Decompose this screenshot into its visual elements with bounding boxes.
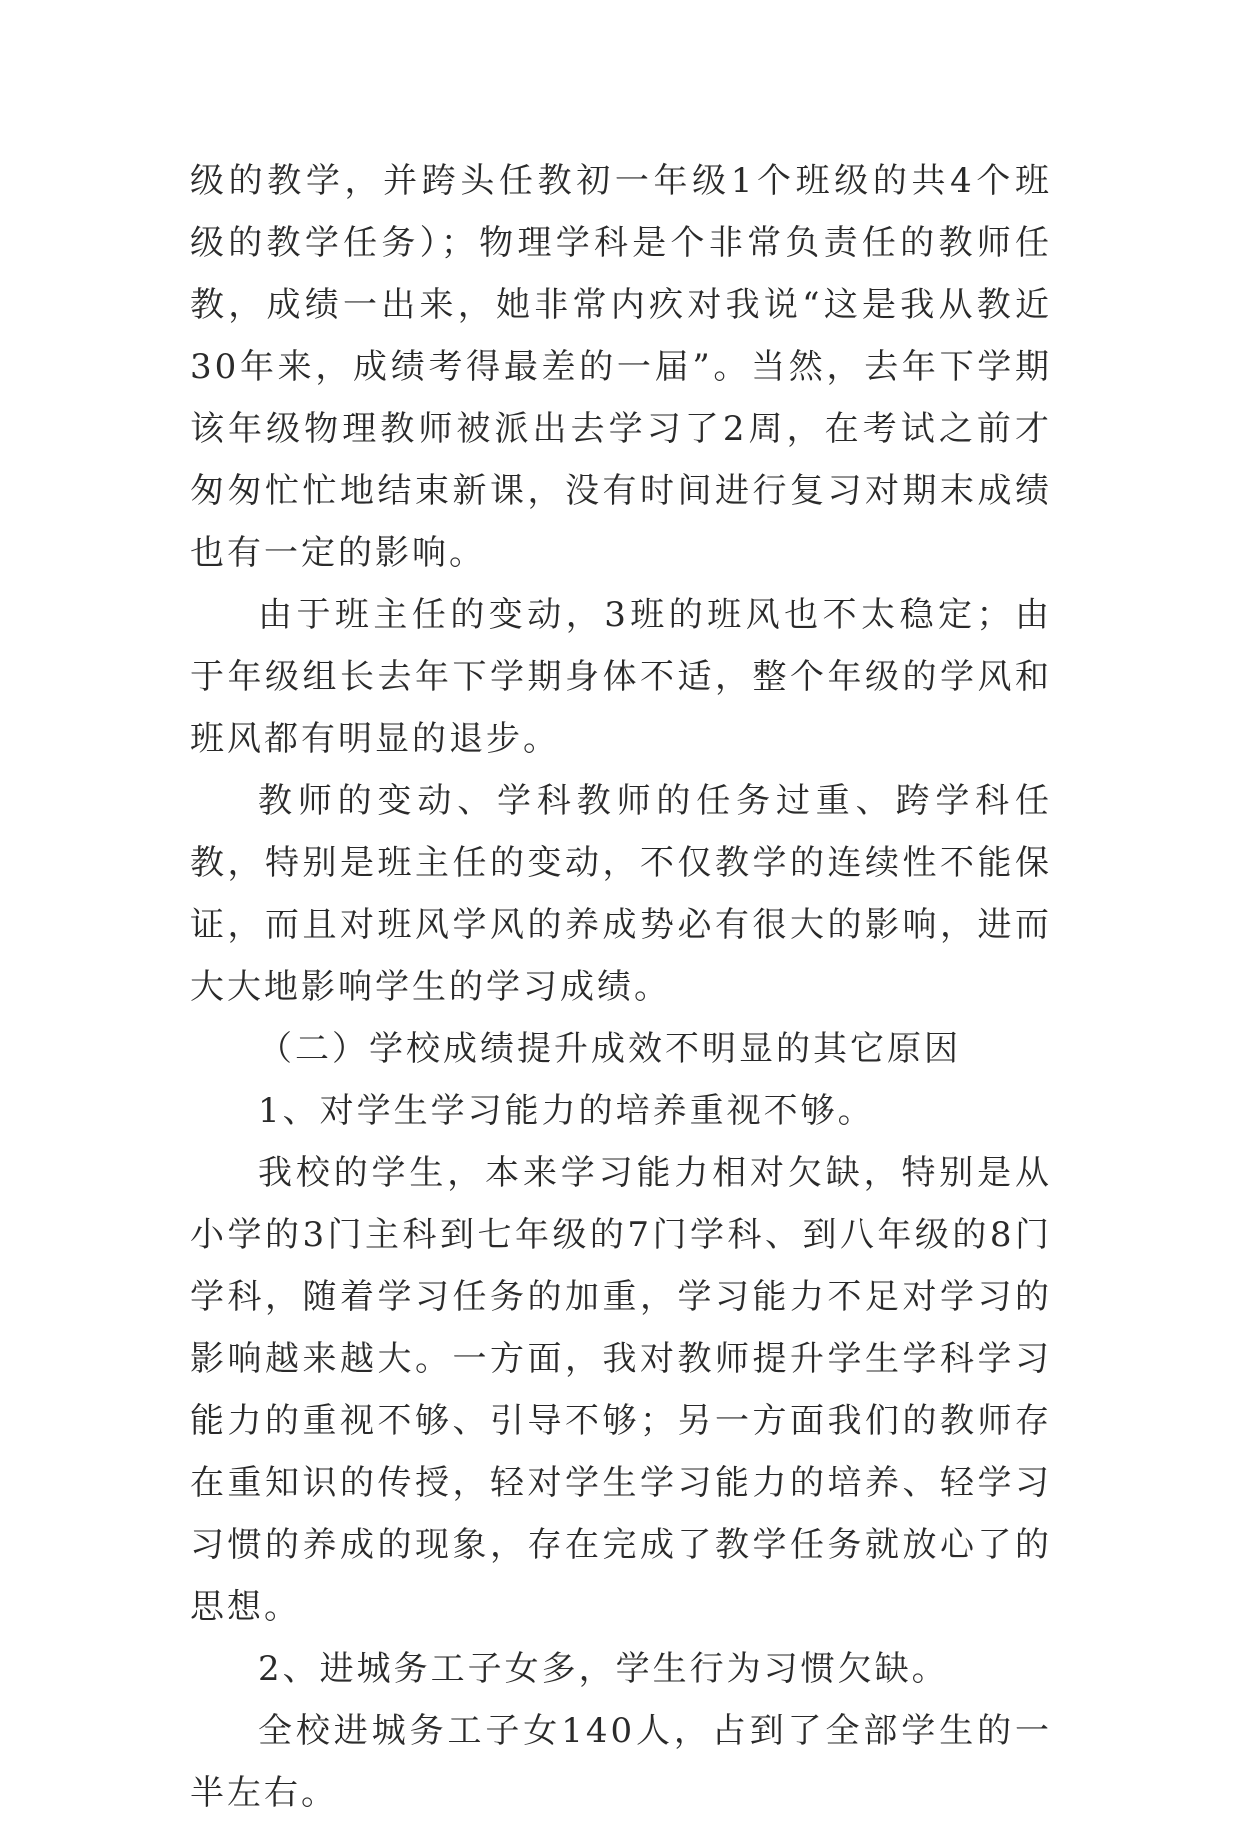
- document-body: [190, 150, 1052, 1824]
- subheading-2: 2、进城务工子女多，学生行为习惯欠缺。: [258, 1649, 949, 1689]
- paragraph-1: 级的教学，并跨头任教初一年级1个班级的共4个班级的教学任务）；物理学科是个非常负责任的教师任教，成绩一出来，她非常内疚对我说“这是我从教近30年来，成绩考得最差的一届”。当然，去年下学期该年级物理教师被派出去学习了2周，在考试之前才匆匆忙忙地结束新课，没有时间进行复习对期末成绩也有一定的影响。: [190, 161, 1052, 573]
- subheading-1: 1、对学生学习能力的培养重视不够。: [258, 1091, 875, 1131]
- section-heading: （二）学校成绩提升成效不明显的其它原因: [258, 1029, 961, 1069]
- paragraph-2: 由于班主任的变动，3班的班风也不太稳定；由于年级组长去年下学期身体不适，整个年级的学风和班风都有明显的退步。: [190, 595, 1052, 759]
- paragraph-4: 我校的学生，本来学习能力相对欠缺，特别是从小学的3门主科到七年级的7门学科、到八年级的8门学科，随着学习任务的加重，学习能力不足对学习的影响越来越大。一方面，我对教师提升学生学科学习能力的重视不够、引导不够；另一方面我们的教师存在重知识的传授，轻对学生学习能力的培养、轻学习习惯的养成的现象，存在完成了教学任务就放心了的思想。: [190, 1153, 1052, 1627]
- paragraph-5: 全校进城务工子女140人，占到了全部学生的一半左右。: [190, 1711, 1052, 1813]
- paragraph-3: 教师的变动、学科教师的任务过重、跨学科任教，特别是班主任的变动，不仅教学的连续性不能保证，而且对班风学风的养成势必有很大的影响，进而大大地影响学生的学习成绩。: [190, 781, 1052, 1007]
